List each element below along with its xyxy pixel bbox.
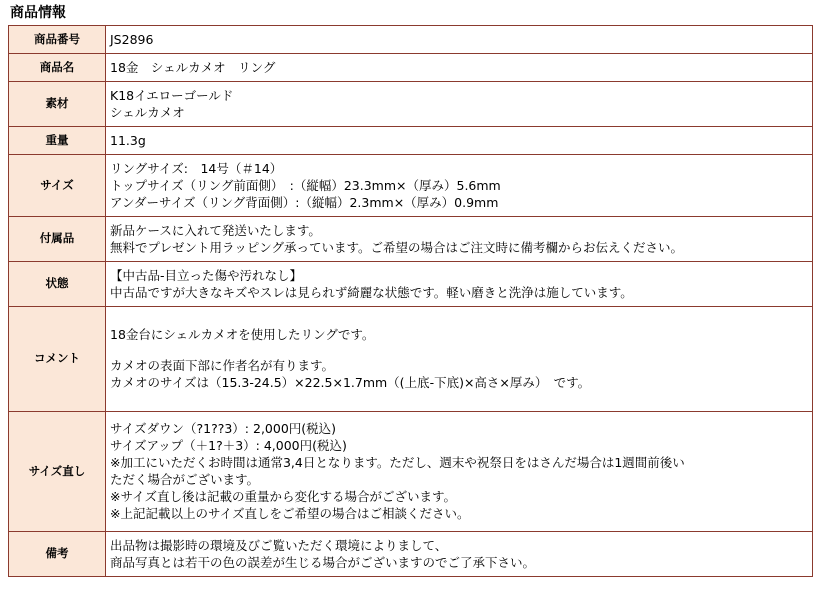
row-value-weight (106, 127, 813, 155)
product-info-table (8, 25, 813, 577)
row-value-size (106, 155, 813, 217)
table-row (9, 54, 813, 82)
row-label-accessories: 付属品 (9, 217, 106, 262)
value-line: 商品写真とは若干の色の誤差が生じる場合がございますのでご了承下さい。 (110, 554, 536, 570)
row-value-remarks (106, 532, 813, 577)
value-line: トップサイズ（リング前面側） :（縦幅）23.3mm×（厚み）5.6mm (110, 177, 501, 193)
value-line: カメオのサイズは（15.3-24.5）×22.5×1.7mm（(上底-下底)×高さ×厚み） です。 (110, 375, 591, 390)
value-line: 11.3g (110, 132, 146, 148)
row-label-material: 素材 (9, 82, 106, 127)
row-value-accessories (106, 217, 813, 262)
row-label-product-number: 商品番号 (9, 26, 106, 54)
value-line: JS2896 (110, 31, 154, 47)
value-line: ※加工にいただくお時間は通常3,4日となります。ただし、週末や祝祭日をはさんだ場合は1週間前後い (110, 455, 685, 470)
value-line: 18金台にシェルカメオを使用したリングです。 (110, 327, 375, 342)
value-line: リングサイズ: 14号（＃14） (110, 160, 283, 176)
row-label-size: サイズ (9, 155, 106, 217)
value-line: 【中古品-目立った傷や汚れなし】 (110, 267, 303, 283)
row-label-comment: コメント (9, 307, 106, 412)
row-label-weight: 重量 (9, 127, 106, 155)
value-line: カメオの表面下部に作者名が有ります。 (110, 358, 335, 373)
value-line: シェルカメオ (110, 104, 185, 120)
table-row (9, 127, 813, 155)
row-value-product-number (106, 26, 813, 54)
value-line: 中古品ですが大きなキズやスレは見られず綺麗な状態です。軽い磨きと洗浄は施しています。 (110, 284, 633, 300)
table-row (9, 155, 813, 217)
value-line: サイズダウン（?1??3）: 2,000円(税込) (110, 421, 337, 436)
value-line: K18イエローゴールド (110, 87, 234, 103)
value-line: ただく場合がございます。 (110, 472, 260, 487)
value-line: アンダーサイズ（リング背面側）:（縦幅）2.3mm×（厚み）0.9mm (110, 194, 499, 210)
table-row (9, 532, 813, 577)
row-label-condition: 状態 (9, 262, 106, 307)
table-row (9, 412, 813, 532)
row-value-material (106, 82, 813, 127)
table-row (9, 262, 813, 307)
row-value-product-name (106, 54, 813, 82)
table-row (9, 307, 813, 412)
row-value-comment (106, 307, 813, 412)
value-line: 新品ケースに入れて発送いたします。 (110, 222, 321, 238)
section-title: 商品情報 (10, 5, 66, 21)
line-spacer (110, 343, 808, 357)
value-line: 出品物は撮影時の環境及びご覧いただく環境によりまして、 (110, 537, 448, 553)
value-line: サイズアップ（＋1?＋3）: 4,000円(税込) (110, 438, 347, 453)
value-line: 18金 シェルカメオ リング (110, 59, 276, 75)
row-value-size-adjustment (106, 412, 813, 532)
table-row (9, 217, 813, 262)
row-label-product-name: 商品名 (9, 54, 106, 82)
table-row (9, 26, 813, 54)
value-line: ※上記記載以上のサイズ直しをご希望の場合はご相談ください。 (110, 506, 470, 521)
row-label-remarks: 備考 (9, 532, 106, 577)
row-value-condition (106, 262, 813, 307)
value-line: 無料でプレゼント用ラッピング承っています。ご希望の場合はご注文時に備考欄からお伝えください。 (110, 239, 684, 255)
value-line: ※サイズ直し後は記載の重量から変化する場合がございます。 (110, 489, 456, 504)
row-label-size-adjustment: サイズ直し (9, 412, 106, 532)
table-row (9, 82, 813, 127)
